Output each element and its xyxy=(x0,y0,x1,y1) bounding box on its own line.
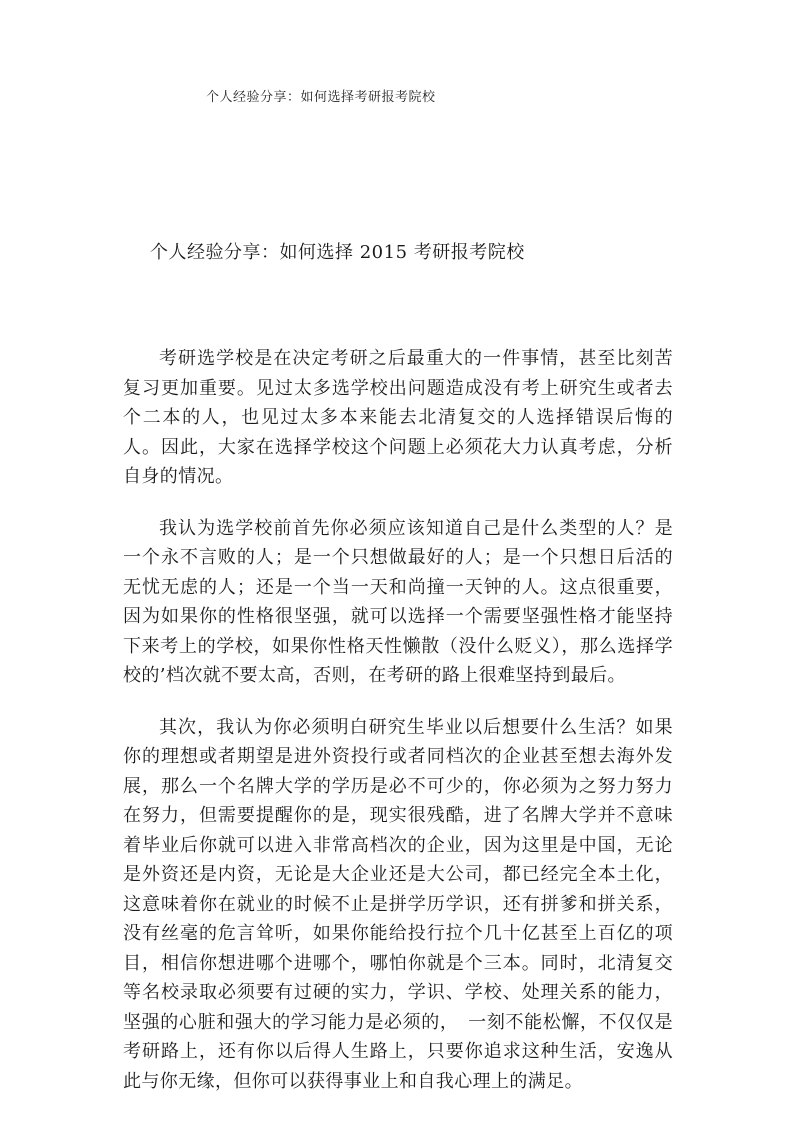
page-header: 个人经验分享：如何选择考研报考院校 xyxy=(206,90,436,105)
paragraph-1: 考研选学校是在决定考研之后最重大的一件事情，甚至比刻苦复习更加重要。见过太多选学校出问题造成没有考上研究生或者去个二本的人，也见过太多本来能去北清复交的人选择错误后悔的人。因此，大家在选择学校这个问题上必须花大力认真考虑，分析自身的情况。 xyxy=(123,348,673,487)
paragraph-2: 我认为选学校前首先你必须应该知道自己是什么类型的人？是一个永不言败的人；是一个只想做最好的人；是一个只想日后活的无忧无虑的人；还是一个当一天和尚撞一天钟的人。这点很重要，因为如果你的性格很坚强，就可以选择一个需要坚强性格才能坚持下来考上的学校，如果你性格天性懒散（没什么贬义），那么选择学校的’档次就不要太高，否则，在考研的路上很难坚持到最后。 xyxy=(123,517,673,686)
document-body xyxy=(123,344,673,1118)
document-title: 个人经验分享：如何选择 2015 考研报考院校 xyxy=(150,242,525,263)
paragraph-3: 其次，我认为你必须明白研究生毕业以后想要什么生活？如果你的理想或者期望是进外资投行或者同档次的企业甚至想去海外发展，那么一个名牌大学的学历是必不可少的，你必须为之努力努力在努力，但需要提醒你的是，现实很残酷，进了名牌大学并不意味着毕业后你就可以进入非常高档次的企业，因为这里是中国，无论是外资还是内资，无论是大企业还是大公司，都已经完全本土化，这意味着你在就业的时候不止是拼学历学识，还有拼爹和拼关系，没有丝毫的危言耸听，如果你能给投行拉个几十亿甚至上百亿的项目，相信你想进哪个进哪个，哪怕你就是个三本。同时，北清复交等名校录取必须要有过硬的实力，学识、学校、处理关系的能力，坚强的心脏和强大的学习能力是必须的， 一刻不能松懈，不仅仅是考研路上，还有你以后得人生路上，只要你追求这种生活，安逸从此与你无缘，但你可以获得事业上和自我心理上的满足。 xyxy=(123,716,673,1092)
